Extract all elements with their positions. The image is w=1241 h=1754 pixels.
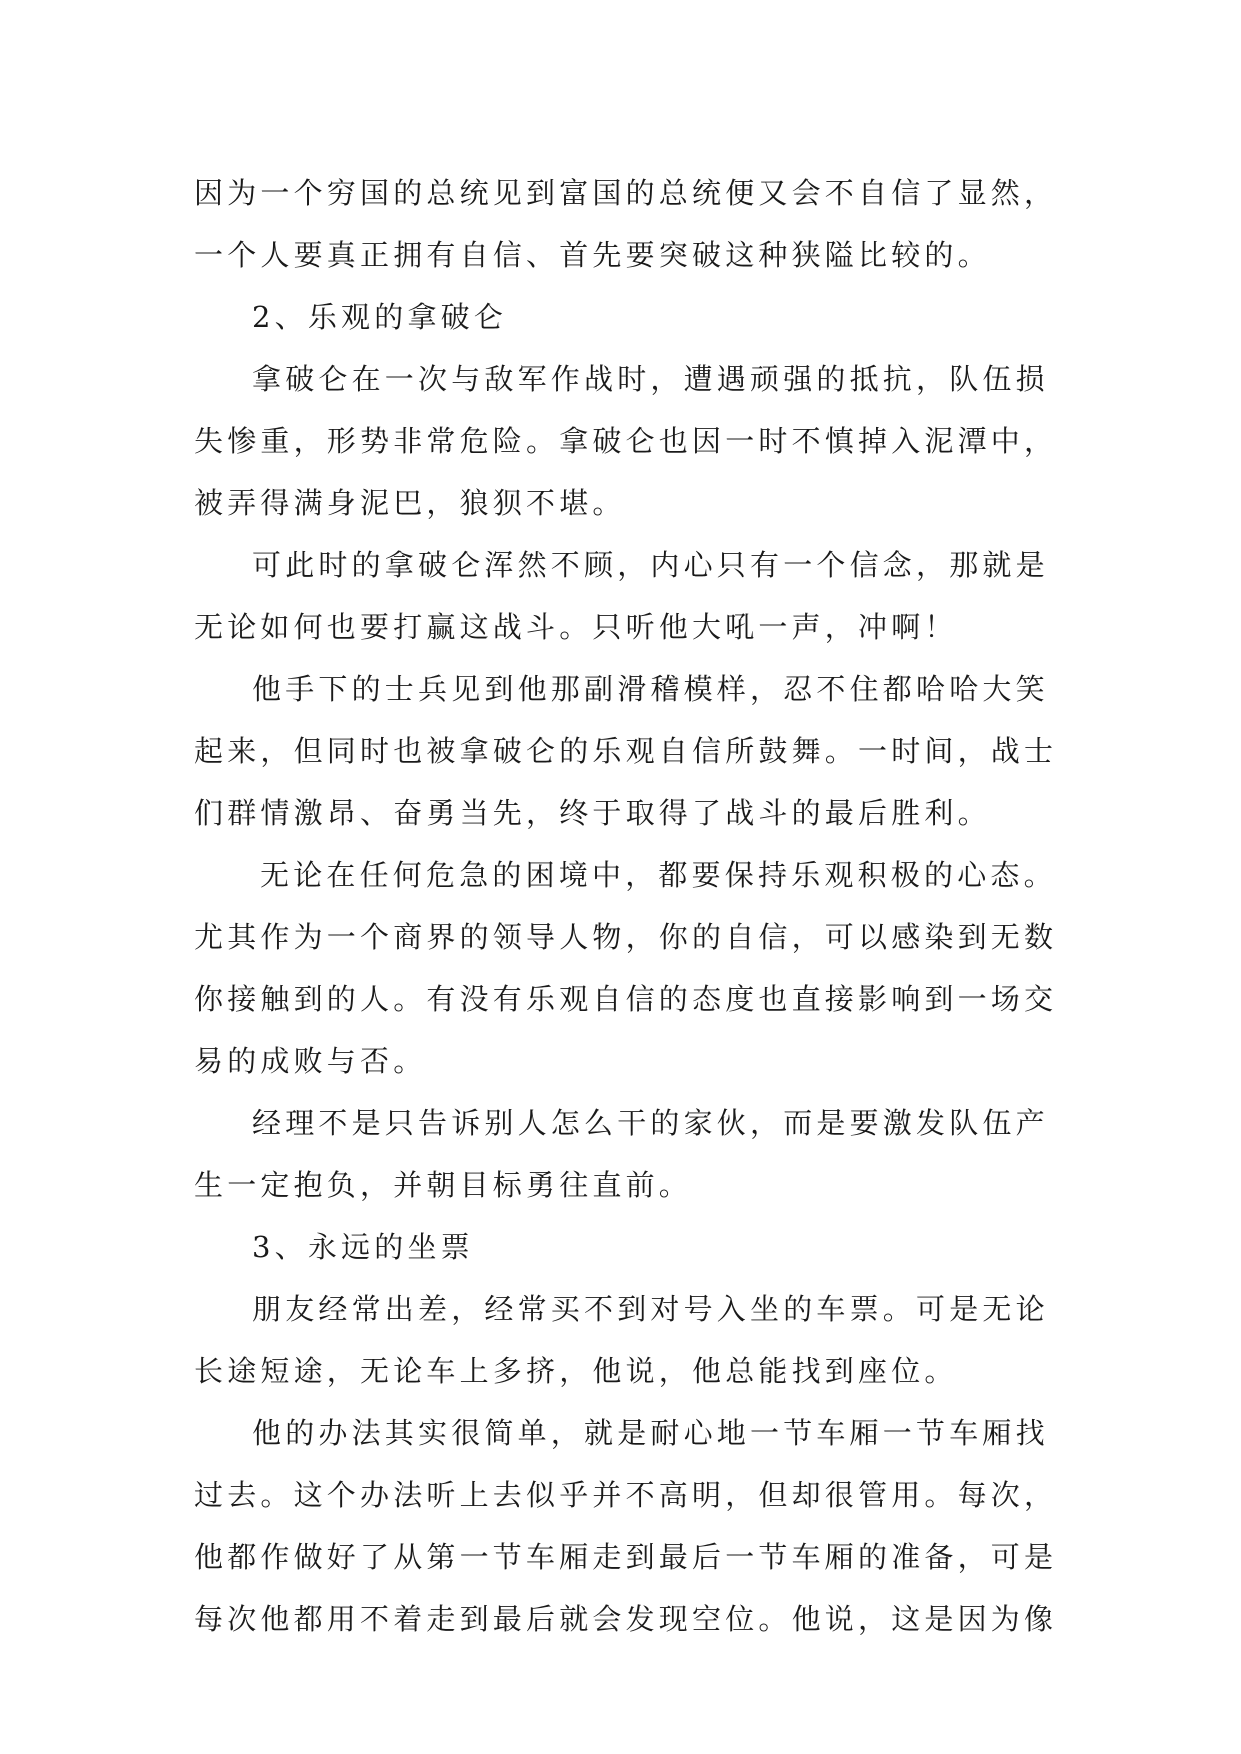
text-line: 你接触到的人。有没有乐观自信的态度也直接影响到一场交 xyxy=(194,982,1058,1016)
text-line: 朋友经常出差，经常买不到对号入坐的车票。可是无论 xyxy=(252,1292,1049,1326)
text-line: 一个人要真正拥有自信、首先要突破这种狭隘比较的。 xyxy=(194,238,991,272)
text-line: 易的成败与否。 xyxy=(194,1044,427,1078)
text-line: 经理不是只告诉别人怎么干的家伙，而是要激发队伍产 xyxy=(252,1106,1049,1140)
text-line: 们群情激昂、奋勇当先，终于取得了战斗的最后胜利。 xyxy=(194,796,991,830)
text-line: 他都作做好了从第一节车厢走到最后一节车厢的准备，可是 xyxy=(194,1540,1058,1574)
section-heading: 2、乐观的拿破仑 xyxy=(252,300,508,334)
text-line: 失惨重，形势非常危险。拿破仑也因一时不慎掉入泥潭中， xyxy=(194,424,1058,458)
text-line: 生一定抱负，并朝目标勇往直前。 xyxy=(194,1168,693,1202)
text-line: 他的办法其实很简单，就是耐心地一节车厢一节车厢找 xyxy=(252,1416,1049,1450)
section-heading: 3、永远的坐票 xyxy=(252,1230,474,1264)
text-line: 每次他都用不着走到最后就会发现空位。他说，这是因为像 xyxy=(194,1602,1058,1636)
text-line: 无论在任何危急的困境中，都要保持乐观积极的心态。 xyxy=(260,858,1057,892)
text-line: 过去。这个办法听上去似乎并不高明，但却很管用。每次， xyxy=(194,1478,1058,1512)
document-body xyxy=(194,162,1064,1650)
text-line: 起来，但同时也被拿破仑的乐观自信所鼓舞。一时间，战士 xyxy=(194,734,1058,768)
text-line: 长途短途，无论车上多挤，他说，他总能找到座位。 xyxy=(194,1354,958,1388)
text-line: 被弄得满身泥巴，狼狈不堪。 xyxy=(194,486,626,520)
text-line: 可此时的拿破仑浑然不顾，内心只有一个信念，那就是 xyxy=(252,548,1049,582)
text-line: 尤其作为一个商界的领导人物，你的自信，可以感染到无数 xyxy=(194,920,1058,954)
text-line: 因为一个穷国的总统见到富国的总统便又会不自信了显然， xyxy=(194,176,1058,210)
text-line: 他手下的士兵见到他那副滑稽模样，忍不住都哈哈大笑 xyxy=(252,672,1049,706)
text-line: 拿破仑在一次与敌军作战时，遭遇顽强的抵抗，队伍损 xyxy=(252,362,1049,396)
text-line: 无论如何也要打赢这战斗。只听他大吼一声，冲啊！ xyxy=(194,610,958,644)
